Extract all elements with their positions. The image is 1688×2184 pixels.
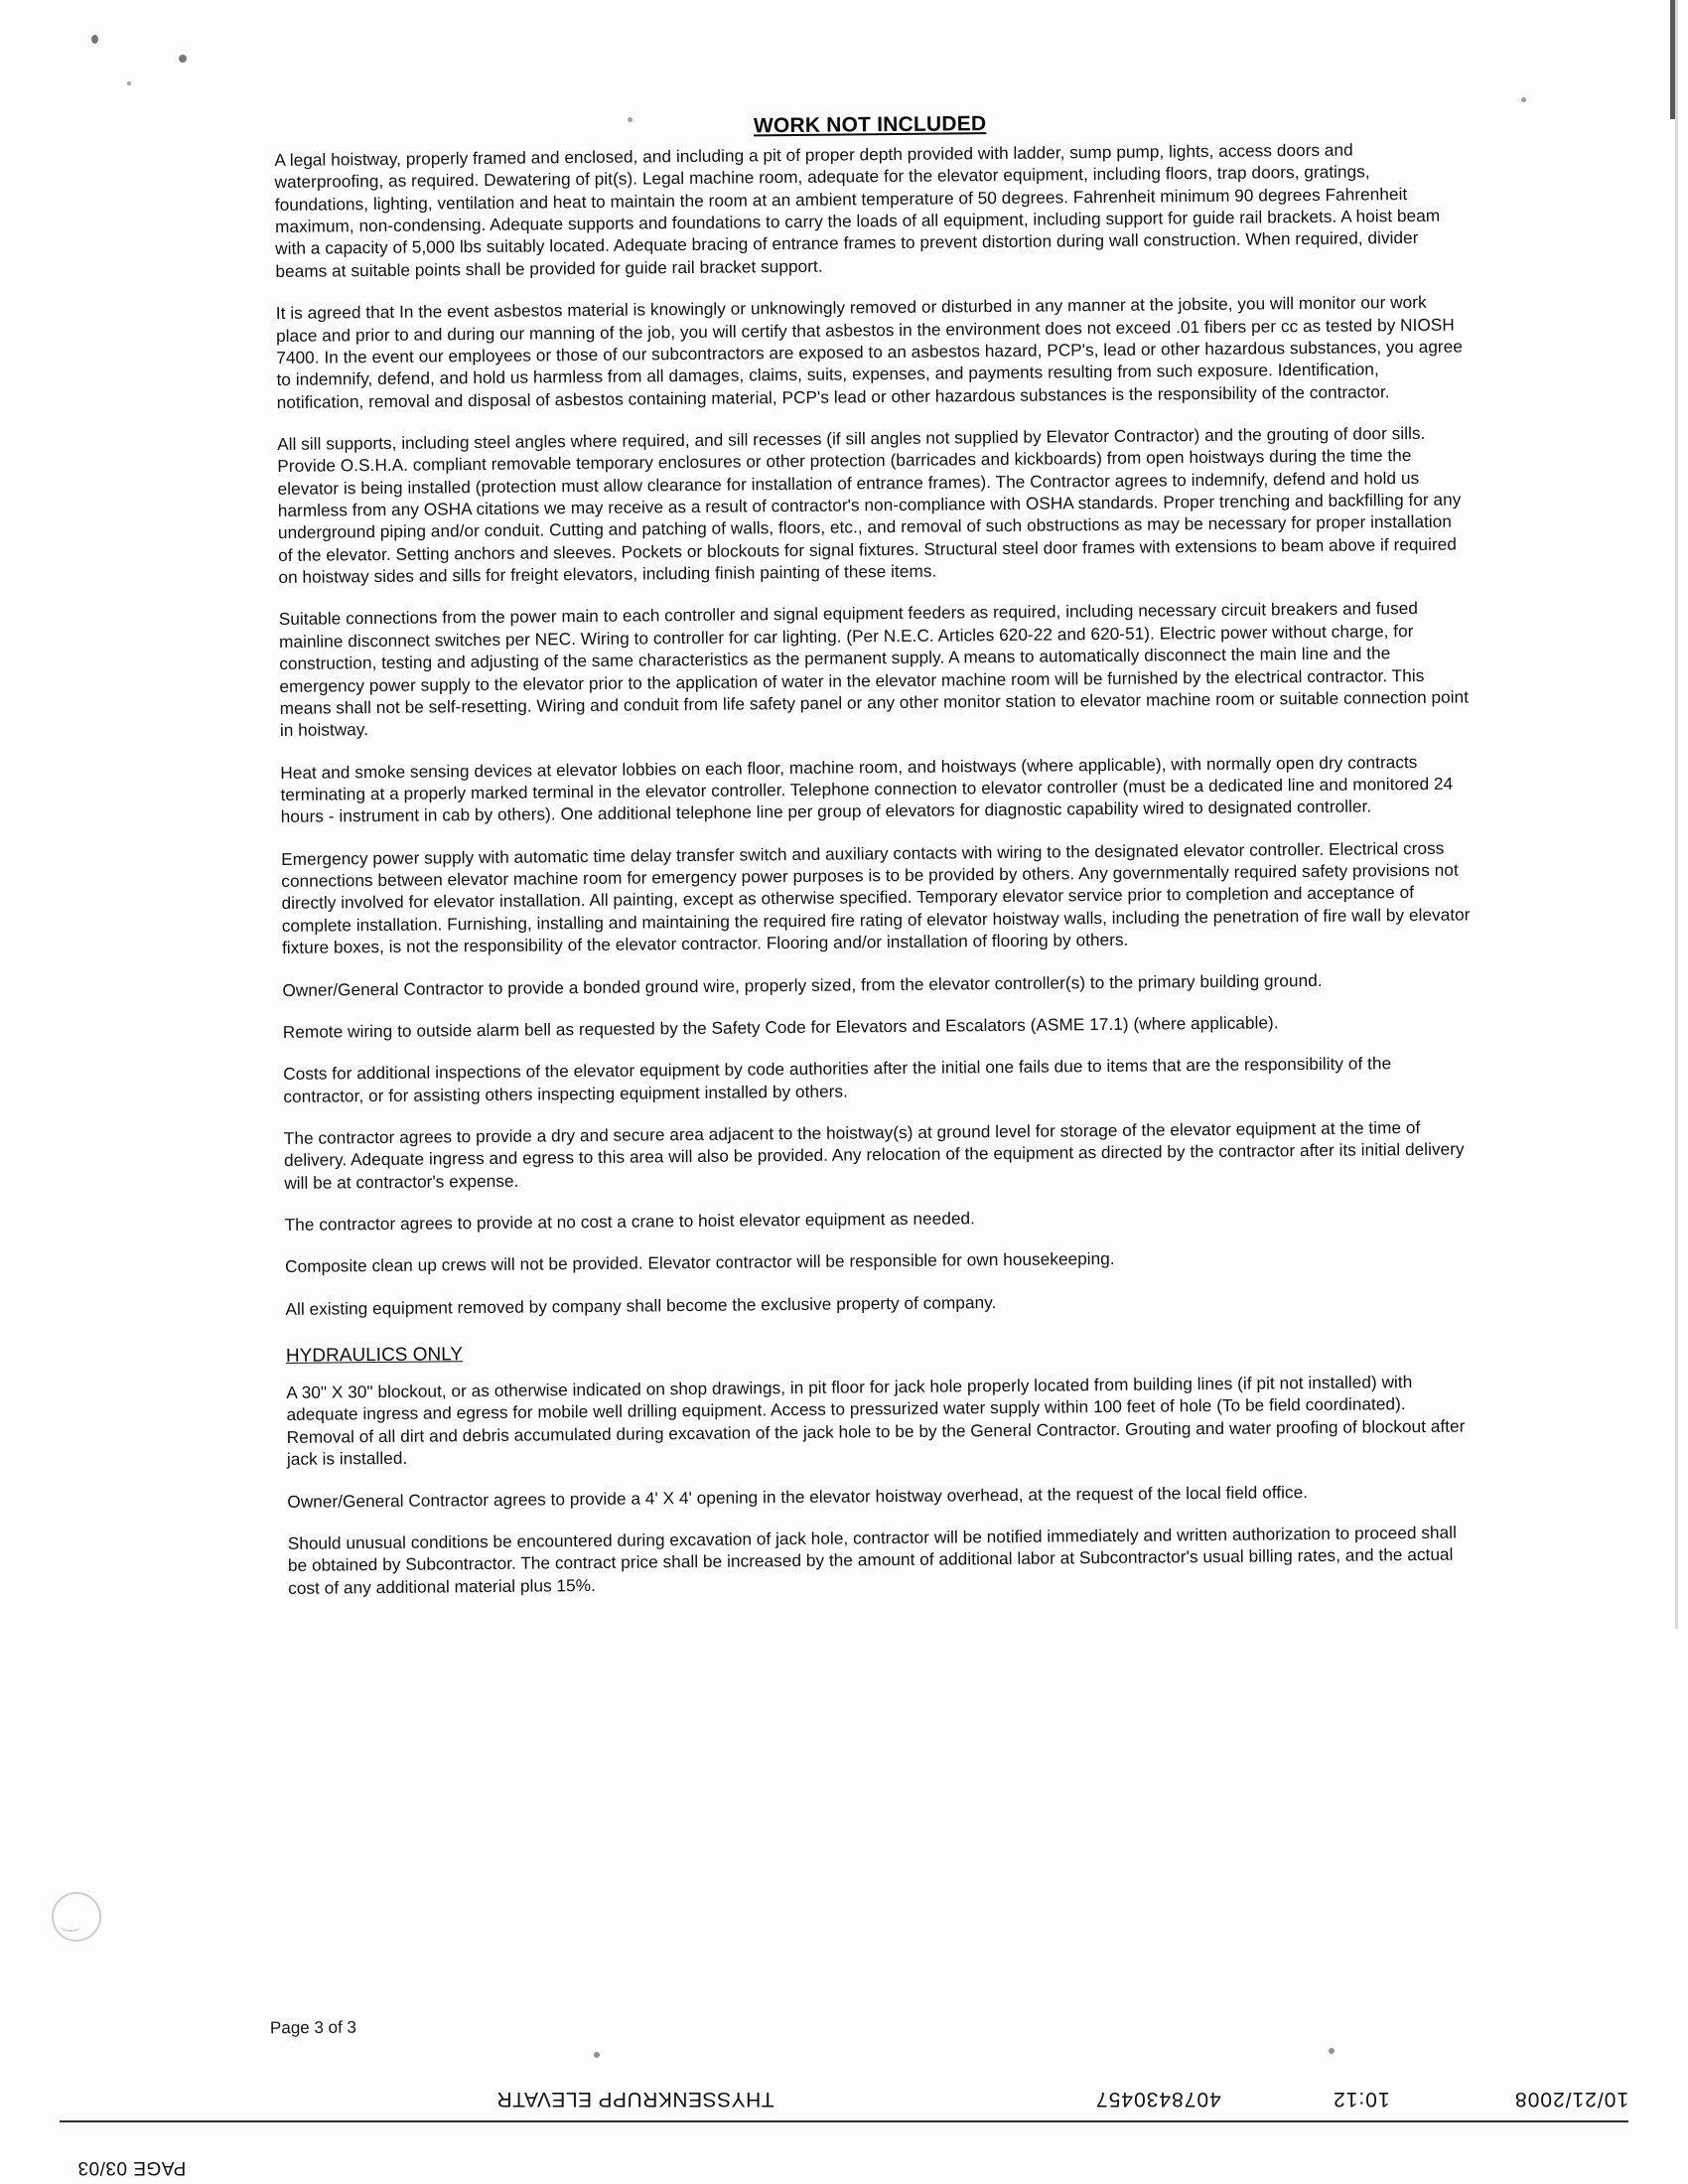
fax-time: 10:12 xyxy=(1333,2088,1390,2111)
page-title: WORK NOT INCLUDED xyxy=(753,112,987,138)
paragraph: Emergency power supply with automatic time delay transfer switch and auxiliary contacts with wiring to the designated elevator controller. Electrical cross connections between elevator machine room for emergency power purposes is to be provided by others. Any governmentally required safety provisions not directly involved for elevator installation. All painting, except as otherwise specified. Temporary elevator service prior to completion and acceptance of complete installation. Furnishing, installing and maintaining the required fire rating of elevator hoistway walls, including the penetration of fire wall by elevator fixture boxes, is not the responsibility of the elevator contractor. Flooring and/or installation of flooring by others. xyxy=(281,837,1471,958)
paragraph: It is agreed that In the event asbestos material is knowingly or unknowingly removed or disturbed in any manner at the jobsite, you will monitor our work place and prior to and during our manning of the job, you will certify that asbestos in the environment does not exceed .01 fibers per cc as tested by NIOSH 7400. In the event our employees or those of our subcontractors are exposed to an asbestos hazard, PCP's, lead or other hazardous substances, you agree to indemnify, defend, and hold us harmless from all damages, claims, suits, expenses, and payments resulting from such exposure. Identification, notification, removal and disposal of asbestos containing material, PCP's lead or other hazardous substances is the responsibility of the contractor. xyxy=(275,292,1463,412)
fax-number: 4078430457 xyxy=(1095,2088,1221,2111)
scan-speck xyxy=(179,55,187,63)
scan-speck xyxy=(127,81,131,85)
paragraph: Owner/General Contractor agrees to provide a 4' X 4' opening in the elevator hoistway overhead, at the request of the local field office. xyxy=(287,1481,1309,1512)
fax-transmission-header xyxy=(0,2057,1688,2184)
fax-date: 10/21/2008 xyxy=(1513,2088,1628,2111)
hole-punch-artifact xyxy=(52,1892,101,1942)
paragraph: Suitable connections from the power main to each controller and signal equipment feeders as required, including necessary circuit breakers and fused mainline disconnect switches per NEC. Wiring to controller for car lighting. (Per N.E.C. Articles 620-22 and 620-51). Electric power without charge, for construction, testing and adjusting of the same characteristics as the permanent supply. A means to automatically disconnect the main line and the emergency power supply to the elevator prior to the application of water in the elevator machine room will be furnished by the electrical contractor. This means shall not be self-resetting. Wiring and conduit from life safety panel or any other monitor station to elevator machine room or suitable connection point in hoistway. xyxy=(278,598,1470,741)
paragraph: All existing equipment removed by company shall become the exclusive property of company. xyxy=(285,1291,997,1319)
paragraph: The contractor agrees to provide a dry and secure area adjacent to the hoistway(s) at ground level for storage of the elevator equipment at the time of delivery. Adequate ingress and egress to this area will also be provided. Any relocation of the equipment as directed by the contractor after its initial delivery will be at contractor's expense. xyxy=(283,1116,1465,1193)
section-heading: HYDRAULICS ONLY xyxy=(285,1344,464,1368)
paragraph: Costs for additional inspections of the elevator equipment by code authorities after the initial one fails due to items that are the responsibility of the contractor, or for assisting others inspecting equipment installed by others. xyxy=(283,1053,1392,1106)
paragraph: A legal hoistway, properly framed and enclosed, and including a pit of proper depth provided with ladder, sump pump, lights, access doors and waterproofing, as required. Dewatering of pit(s). Legal machine room, adequate for the elevator equipment, including floors, trap doors, gratings, foundations, lighting, ventilation and heat to maintain the room at an ambient temperature of 50 degrees. Fahrenheit minimum 90 degrees Fahrenheit maximum, non-condensing. Adequate supports and foundations to carry the loads of all equipment, including support for guide rail brackets. A hoist beam with a capacity of 5,000 lbs suitably located. Adequate bracing of entrance frames to prevent distortion during wall construction. When required, divider beams at suitable points shall be provided for guide rail bracket support. xyxy=(274,139,1441,281)
page-footer: Page 3 of 3 xyxy=(269,2017,357,2038)
paragraph: Owner/General Contractor to provide a bonded ground wire, properly sized, from the elevator controller(s) to the primary building ground. xyxy=(282,969,1323,1000)
fax-page-count: PAGE 03/03 xyxy=(77,2157,187,2178)
fax-header-rule xyxy=(60,2120,1628,2122)
paragraph: Should unusual conditions be encountered during excavation of jack hole, contractor will be notified immediately and written authorization to proceed shall be obtained by Subcontractor. The contract price shall be increased by the amount of additional labor at Subcontractor's usual billing rates, and the actual cost of any additional material plus 15%. xyxy=(287,1522,1458,1598)
paragraph: The contractor agrees to provide at no cost a crane to hoist elevator equipment as needed. xyxy=(284,1208,976,1235)
paragraph: All sill supports, including steel angles where required, and sill recesses (if sill angles not supplied by Elevator Contractor) and the grouting of door sills. Provide O.S.H.A. compliant removable temporary enclosures or other protection (barricades and kickboards) from open hoistways during the time the elevator is being installed (protection must allow clearance for installation of entrance frames). The Contractor agrees to indemnify, defend and hold us harmless from any OSHA citations we may receive as a result of contractor's non-compliance with OSHA standards. Proper trenching and backfilling for any underground piping and/or conduit. Cutting and patching of walls, floors, etc., and removal of such obstructions as may be necessary for proper installation of the elevator. Setting anchors and sleeves. Pockets or blockouts for signal fixtures. Structural steel door frames with extensions to beam above if required on hoistway sides and sills for freight elevators, including finish painting of these items. xyxy=(277,422,1462,588)
document-body xyxy=(274,107,1479,1618)
scan-speck xyxy=(1329,2048,1335,2054)
paragraph: Heat and smoke sensing devices at elevator lobbies on each floor, machine room, and hoistways (where applicable), with normally open dry contracts terminating at a properly marked terminal in the elevator controller. Telephone connection to elevator controller (must be a dedicated line and monitored 24 hours - instrument in cab by others). One additional telephone line per group of elevators for diagnostic capability wired to designated controller. xyxy=(280,751,1454,827)
paragraph: Composite clean up crews will not be provided. Elevator contractor will be responsible for own housekeeping. xyxy=(284,1248,1115,1277)
scan-speck xyxy=(1521,97,1526,102)
scan-speck xyxy=(91,35,98,44)
fax-company-name: THYSSENKRUPP ELEVATR xyxy=(496,2088,774,2111)
paragraph: A 30" X 30" blockout, or as otherwise indicated on shop drawings, in pit floor for jack hole properly located from building lines (if pit not installed) with adequate ingress and egress for mobile well drilling equipment. Access to pressurized water supply within 100 feet of hole (To be field coordinated). Removal of all dirt and debris accumulated during excavation of the jack hole to be by the General Contractor. Grouting and water proofing of blockout after jack is installed. xyxy=(286,1372,1466,1470)
page-edge-line xyxy=(1675,0,1678,1629)
paragraph: Remote wiring to outside alarm bell as requested by the Safety Code for Elevators and Escalators (ASME 17.1) (where applicable). xyxy=(282,1012,1279,1042)
